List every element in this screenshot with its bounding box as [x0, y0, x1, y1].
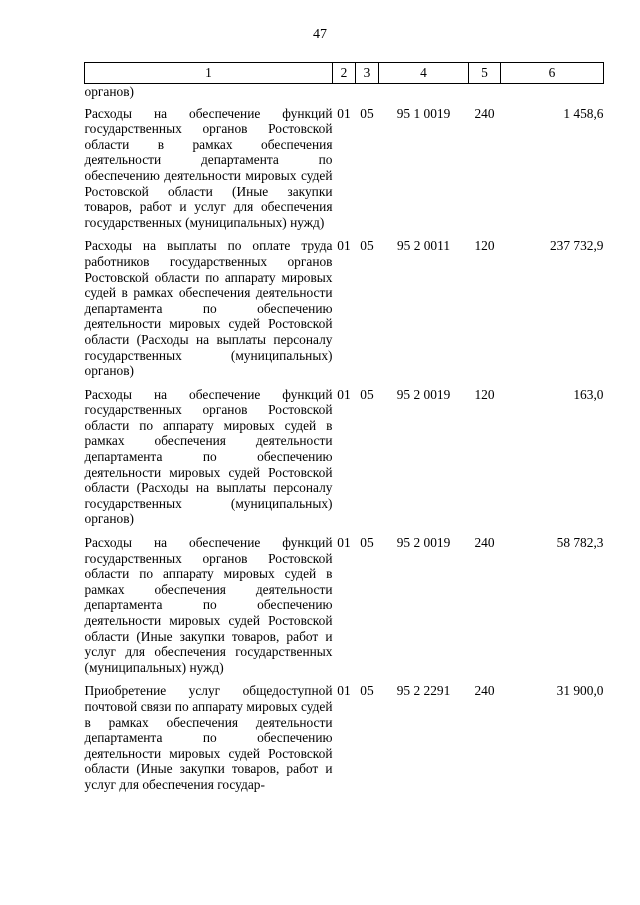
row-section: 01 [337, 238, 351, 254]
row-target-article: 95 2 2291 [396, 683, 451, 699]
table-row [85, 238, 604, 386]
row-section: 01 [337, 386, 351, 402]
row-section: 01 [337, 105, 351, 121]
row-subsection: 05 [360, 683, 374, 699]
row-expense-type: 120 [474, 238, 495, 254]
table-header-row [85, 63, 604, 84]
budget-table [84, 62, 604, 801]
header-col-4: 4 [379, 63, 469, 84]
row-description: Расходы на обеспечение функций государственных органов Ростовской области по аппарату мировых судей в рамках обеспечения деятельности департамента по обеспечению деятельности мировых судей Ростовской области (Расходы на выплаты персоналу государственных (муниципальных) органов) [84, 386, 333, 527]
continuation-row [85, 84, 604, 100]
page-number: 47 [313, 27, 327, 42]
row-target-article: 95 2 0019 [396, 386, 451, 402]
row-target-article: 95 2 0019 [396, 535, 451, 551]
table-row [85, 100, 604, 239]
table-row [85, 683, 604, 800]
header-col-1: 1 [85, 63, 333, 84]
row-description: Расходы на обеспечение функций государственных органов Ростовской области по аппарату мировых судей в рамках обеспечения деятельности департамента по обеспечению деятельности мировых судей Ростовской области (Иные закупки товаров, работ и услуг для обеспечения государственных (муниципальных) нужд) [84, 535, 333, 675]
row-expense-type: 240 [474, 105, 495, 121]
continuation-text: органов) [84, 84, 134, 99]
row-amount: 237 732,9 [549, 238, 604, 254]
header-col-5: 5 [469, 63, 501, 84]
row-subsection: 05 [360, 535, 374, 551]
table-row [85, 387, 604, 535]
row-amount: 163,0 [573, 386, 604, 402]
header-col-3: 3 [356, 63, 379, 84]
row-section: 01 [337, 535, 351, 551]
header-col-6: 6 [501, 63, 604, 84]
row-target-article: 95 2 0011 [396, 238, 451, 254]
row-amount: 31 900,0 [556, 683, 604, 699]
row-description: Расходы на обеспечение функций государственных органов Ростовской области в рамках обеспечения деятельности департамента по обеспечению деятельности мировых судей Ростовской области (Иные закупки товаров, работ и услуг для обеспечения государственных (муниципальных) нужд) [84, 105, 333, 230]
table-row [85, 535, 604, 683]
row-subsection: 05 [360, 386, 374, 402]
row-expense-type: 240 [474, 535, 495, 551]
row-expense-type: 120 [474, 386, 495, 402]
header-col-2: 2 [333, 63, 356, 84]
row-expense-type: 240 [474, 683, 495, 699]
row-target-article: 95 1 0019 [396, 105, 451, 121]
row-description: Приобретение услуг общедоступной почтовой связи по аппарату мировых судей в рамках обеспечения деятельности департамента по обеспечению деятельности мировых судей Ростовской области (Иные закупки товаров, работ и услуг для обеспечения государ- [84, 683, 333, 792]
row-subsection: 05 [360, 238, 374, 254]
row-amount: 1 458,6 [563, 105, 604, 121]
row-amount: 58 782,3 [556, 535, 604, 551]
row-description: Расходы на выплаты по оплате труда работников государственных органов Ростовской области по аппарату мировых судей в рамках обеспечения деятельности департамента по обеспечению деятельности мировых судей Ростовской области (Расходы на выплаты персоналу государственных (муниципальных) органов) [84, 238, 333, 379]
row-section: 01 [337, 683, 351, 699]
row-subsection: 05 [360, 105, 374, 121]
